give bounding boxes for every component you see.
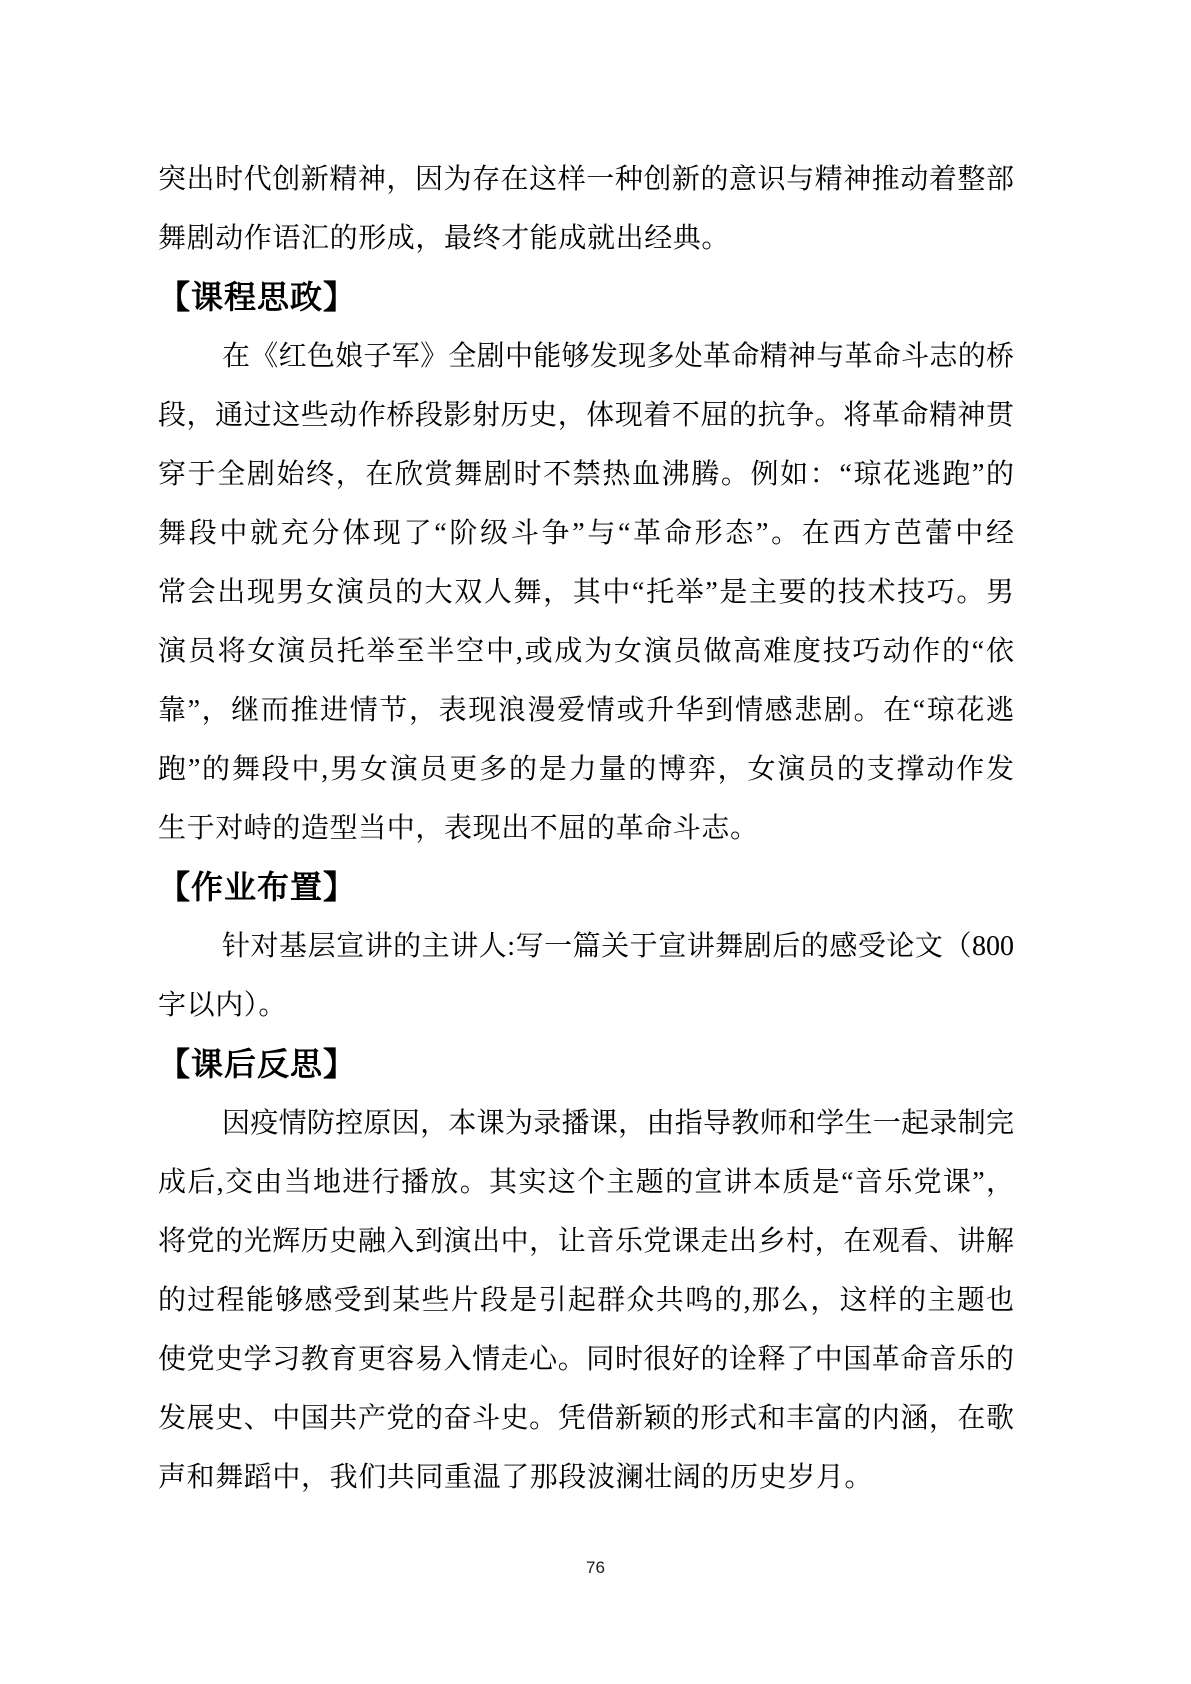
- page-number: 76: [586, 1558, 605, 1577]
- text-line: 使党史学习教育更容易入情走心。同时很好的诠释了中国革命音乐的: [158, 1344, 1014, 1375]
- text-line: 生于对峙的造型当中，表现出不屈的革命斗志。: [158, 813, 759, 844]
- text-line: 突出时代创新精神，因为存在这样一种创新的意识与精神推动着整部: [158, 164, 1014, 195]
- text-line: 成后,交由当地进行播放。其实这个主题的宣讲本质是“音乐党课”，: [158, 1167, 1014, 1198]
- text-line: 舞剧动作语汇的形成，最终才能成就出经典。: [158, 223, 731, 254]
- text-line: 舞段中就充分体现了“阶级斗争”与“革命形态”。在西方芭蕾中经: [158, 518, 1014, 549]
- text-line: 的过程能够感受到某些片段是引起群众共鸣的,那么，这样的主题也: [158, 1285, 1014, 1316]
- text-line: 在《红色娘子军》全剧中能够发现多处革命精神与革命斗志的桥: [222, 341, 1014, 372]
- text-line: 靠”，继而推进情节，表现浪漫爱情或升华到情感悲剧。在“琼花逃: [158, 695, 1014, 726]
- text-line: 声和舞蹈中，我们共同重温了那段波澜壮阔的历史岁月。: [158, 1462, 874, 1493]
- section-heading: 【作业布置】: [158, 869, 357, 905]
- text-line: 发展史、中国共产党的奋斗史。凭借新颖的形式和丰富的内涵，在歌: [158, 1403, 1014, 1434]
- text-line: 因疫情防控原因，本课为录播课，由指导教师和学生一起录制完: [222, 1108, 1014, 1139]
- section-heading: 【课后反思】: [158, 1046, 357, 1082]
- text-line: 字以内）。: [158, 990, 288, 1021]
- section-heading: 【课程思政】: [158, 279, 357, 315]
- text-line: 段，通过这些动作桥段影射历史，体现着不屈的抗争。将革命精神贯: [158, 400, 1014, 431]
- text-line: 跑”的舞段中,男女演员更多的是力量的博弈，女演员的支撑动作发: [158, 754, 1014, 785]
- text-line: 针对基层宣讲的主讲人:写一篇关于宣讲舞剧后的感受论文（800: [222, 931, 1014, 962]
- text-line: 常会出现男女演员的大双人舞，其中“托举”是主要的技术技巧。男: [158, 577, 1014, 608]
- text-line: 演员将女演员托举至半空中,或成为女演员做高难度技巧动作的“依: [158, 636, 1014, 667]
- text-line: 将党的光辉历史融入到演出中，让音乐党课走出乡村，在观看、讲解: [158, 1226, 1014, 1257]
- document-content: [158, 150, 1014, 1507]
- text-line: 穿于全剧始终，在欣赏舞剧时不禁热血沸腾。例如：“琼花逃跑”的: [158, 459, 1014, 490]
